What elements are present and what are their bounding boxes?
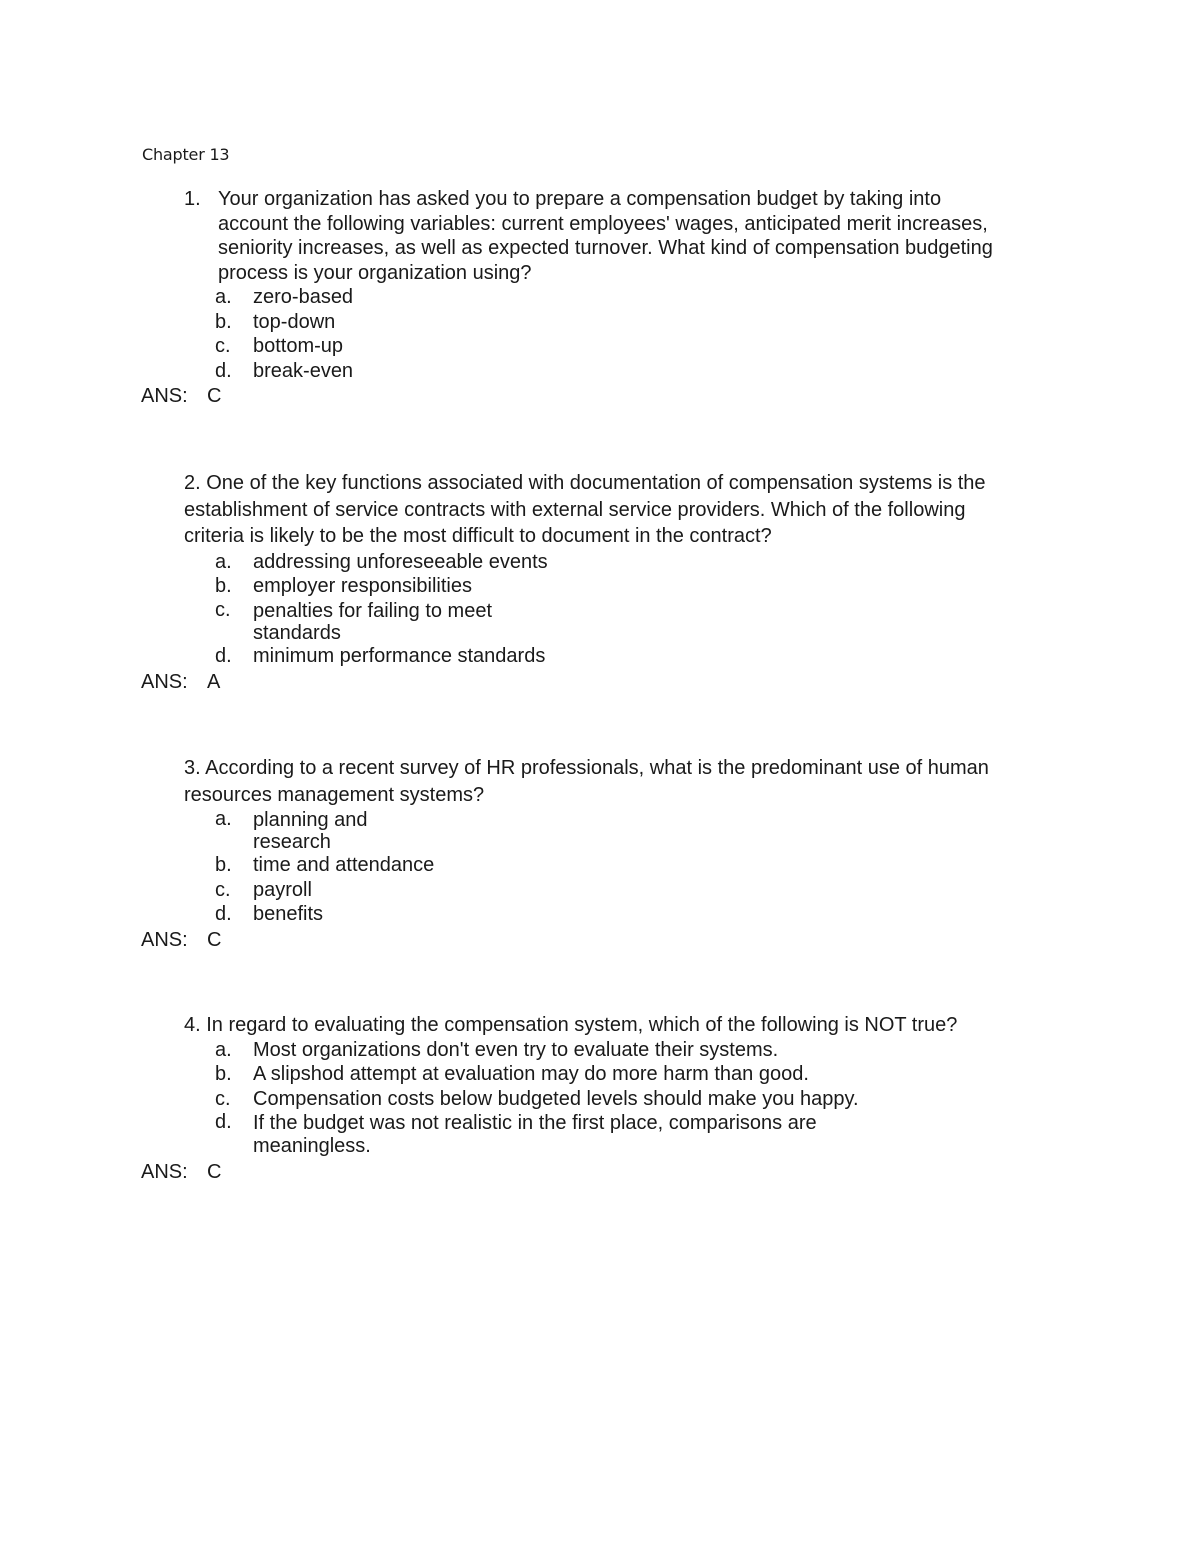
question-2 [184, 470, 1024, 668]
answer-label: ANS: [141, 385, 188, 407]
answer-3 [141, 928, 221, 953]
option-text: Compensation costs below budgeted levels should make you happy. [253, 1087, 859, 1110]
option-text: benefits [253, 903, 324, 925]
option-letter: b. [215, 310, 232, 333]
answer-label: ANS: [141, 929, 188, 951]
option-text: penalties for failing to meet standards [253, 599, 493, 644]
option-list [215, 1038, 915, 1159]
option-letter: c. [215, 878, 231, 901]
option-letter: b. [215, 1063, 232, 1085]
option-letter: b. [215, 854, 232, 876]
option-letter: a. [215, 1038, 232, 1061]
option-b [215, 853, 994, 878]
option-letter: c. [215, 598, 231, 621]
option-letter: c. [215, 335, 231, 357]
option-text: A slipshod attempt at evaluation may do more harm than good. [253, 1063, 809, 1085]
chapter-title: Chapter 13 [142, 145, 230, 164]
option-letter: a. [215, 808, 232, 830]
question-3 [184, 755, 994, 927]
option-text: payroll [253, 878, 312, 901]
option-list [215, 285, 1014, 383]
option-list [215, 550, 555, 669]
question-number: 2. [184, 472, 201, 494]
option-letter: a. [215, 550, 232, 573]
option-text: zero-based [253, 286, 354, 308]
option-list [215, 808, 994, 927]
option-d [215, 1111, 915, 1158]
option-b [215, 310, 1014, 335]
option-text: minimum performance standards [253, 644, 546, 667]
option-a [215, 808, 994, 853]
question-text: 2. One of the key functions associated with documentation of compensation systems is the establishment of service contracts with external service providers. Which of the following criteria is likely to be the most difficult to document in the contract? [184, 472, 986, 547]
answer-value: C [207, 385, 222, 407]
option-text: If the budget was not realistic in the first place, comparisons are meaningless. [253, 1112, 817, 1157]
answer-value: C [207, 929, 222, 951]
question-text: 3. According to a recent survey of HR professionals, what is the predominant use of human resources management systems? [184, 757, 989, 806]
answer-value: A [207, 671, 221, 693]
option-letter: d. [215, 903, 232, 925]
option-text: employer responsibilities [253, 575, 472, 597]
answer-value: C [207, 1161, 222, 1183]
option-letter: a. [215, 286, 232, 308]
option-b [215, 1062, 915, 1087]
question-text: 4. In regard to evaluating the compensation system, which of the following is NOT true? [184, 1014, 958, 1036]
option-a [215, 1038, 915, 1063]
option-text: bottom-up [253, 335, 344, 357]
answer-2 [141, 670, 220, 695]
option-letter: d. [215, 359, 232, 382]
option-c [215, 599, 555, 644]
answer-label: ANS: [141, 671, 188, 693]
option-text: Most organizations don't even try to evaluate their systems. [253, 1038, 779, 1061]
option-c [215, 1087, 915, 1112]
answer-4 [141, 1160, 221, 1185]
option-c [215, 878, 994, 903]
option-letter: c. [215, 1087, 231, 1110]
option-text: break-even [253, 359, 354, 382]
option-d [215, 359, 1014, 384]
question-1 [184, 187, 1014, 383]
option-text: top-down [253, 310, 336, 333]
option-d [215, 644, 715, 669]
option-b [215, 574, 555, 599]
question-4 [184, 1013, 1044, 1158]
answer-label: ANS: [141, 1161, 188, 1183]
option-text: addressing unforeseeable events [253, 550, 548, 573]
option-c [215, 334, 1014, 359]
question-number: 1. [184, 188, 201, 210]
option-a [215, 550, 555, 575]
option-a [215, 285, 1014, 310]
answer-1 [141, 384, 221, 409]
option-text: time and attendance [253, 854, 435, 876]
option-letter: d. [215, 644, 232, 667]
question-number: 4. [184, 1014, 201, 1036]
option-d [215, 902, 994, 927]
question-number: 3. [184, 757, 201, 779]
option-letter: d. [215, 1111, 232, 1133]
option-letter: b. [215, 575, 232, 597]
option-text: planning and research [253, 809, 368, 853]
question-text: Your organization has asked you to prepare a compensation budget by taking into account the following variables: current employees' wages, anticipated merit increases, seniority increases, as well as expected turnover. What kind of compensation budgeting process is your organization using? [218, 188, 993, 284]
